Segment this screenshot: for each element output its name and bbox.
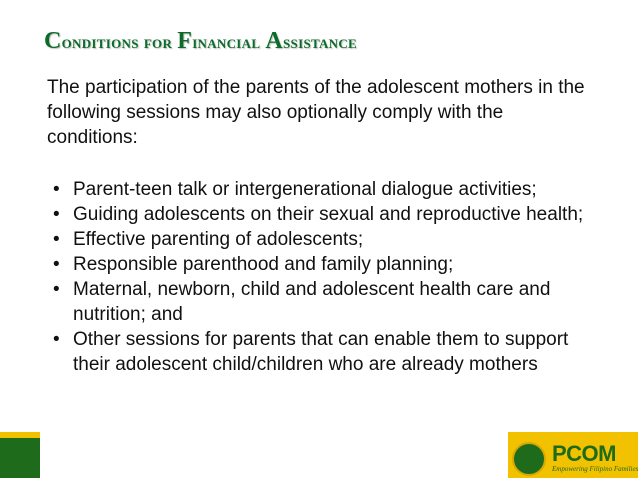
bullet-text: Maternal, newborn, child and adolescent health care and nutrition; and	[73, 279, 551, 325]
bullet-text: Parent-teen talk or intergenerational dialogue activities;	[73, 179, 537, 200]
bullet-dot: •	[53, 204, 60, 225]
intro-paragraph: The participation of the parents of the adolescent mothers in the following sessions may also optionally comply with the conditions:	[47, 77, 585, 148]
logo-text: PCOM	[552, 441, 616, 466]
bullet-dot: •	[53, 179, 60, 200]
title-word: ssistance	[283, 32, 358, 53]
bullet-text: Guiding adolescents on their sexual and reproductive health;	[73, 204, 584, 225]
title-word: onditions	[61, 32, 139, 53]
slide-title	[44, 28, 604, 55]
title-word: inancial	[192, 32, 261, 53]
bullet-text: Other sessions for parents that can enable them to support their adolescent child/children who are already mothers	[73, 329, 569, 375]
title-initial: A	[265, 28, 284, 54]
logo-tagline: Empowering Filipino Families	[552, 465, 638, 473]
title-initial: F	[177, 28, 193, 54]
bullet-dot: •	[53, 229, 60, 250]
title-word: for	[143, 32, 173, 53]
bullet-item	[47, 277, 607, 327]
bullet-text: Responsible parenthood and family planning;	[73, 254, 454, 275]
bullet-list	[47, 177, 607, 377]
bullet-text: Effective parenting of adolescents;	[73, 229, 364, 250]
bullet-item	[47, 202, 607, 227]
bullet-item	[47, 327, 607, 377]
seal-icon	[512, 442, 546, 476]
bullet-item	[47, 227, 607, 252]
bullet-dot: •	[53, 279, 60, 300]
title-initial: C	[44, 28, 62, 54]
bullet-dot: •	[53, 254, 60, 275]
bullet-dot: •	[53, 329, 60, 350]
bullet-item	[47, 177, 607, 202]
bullet-item	[47, 252, 607, 277]
